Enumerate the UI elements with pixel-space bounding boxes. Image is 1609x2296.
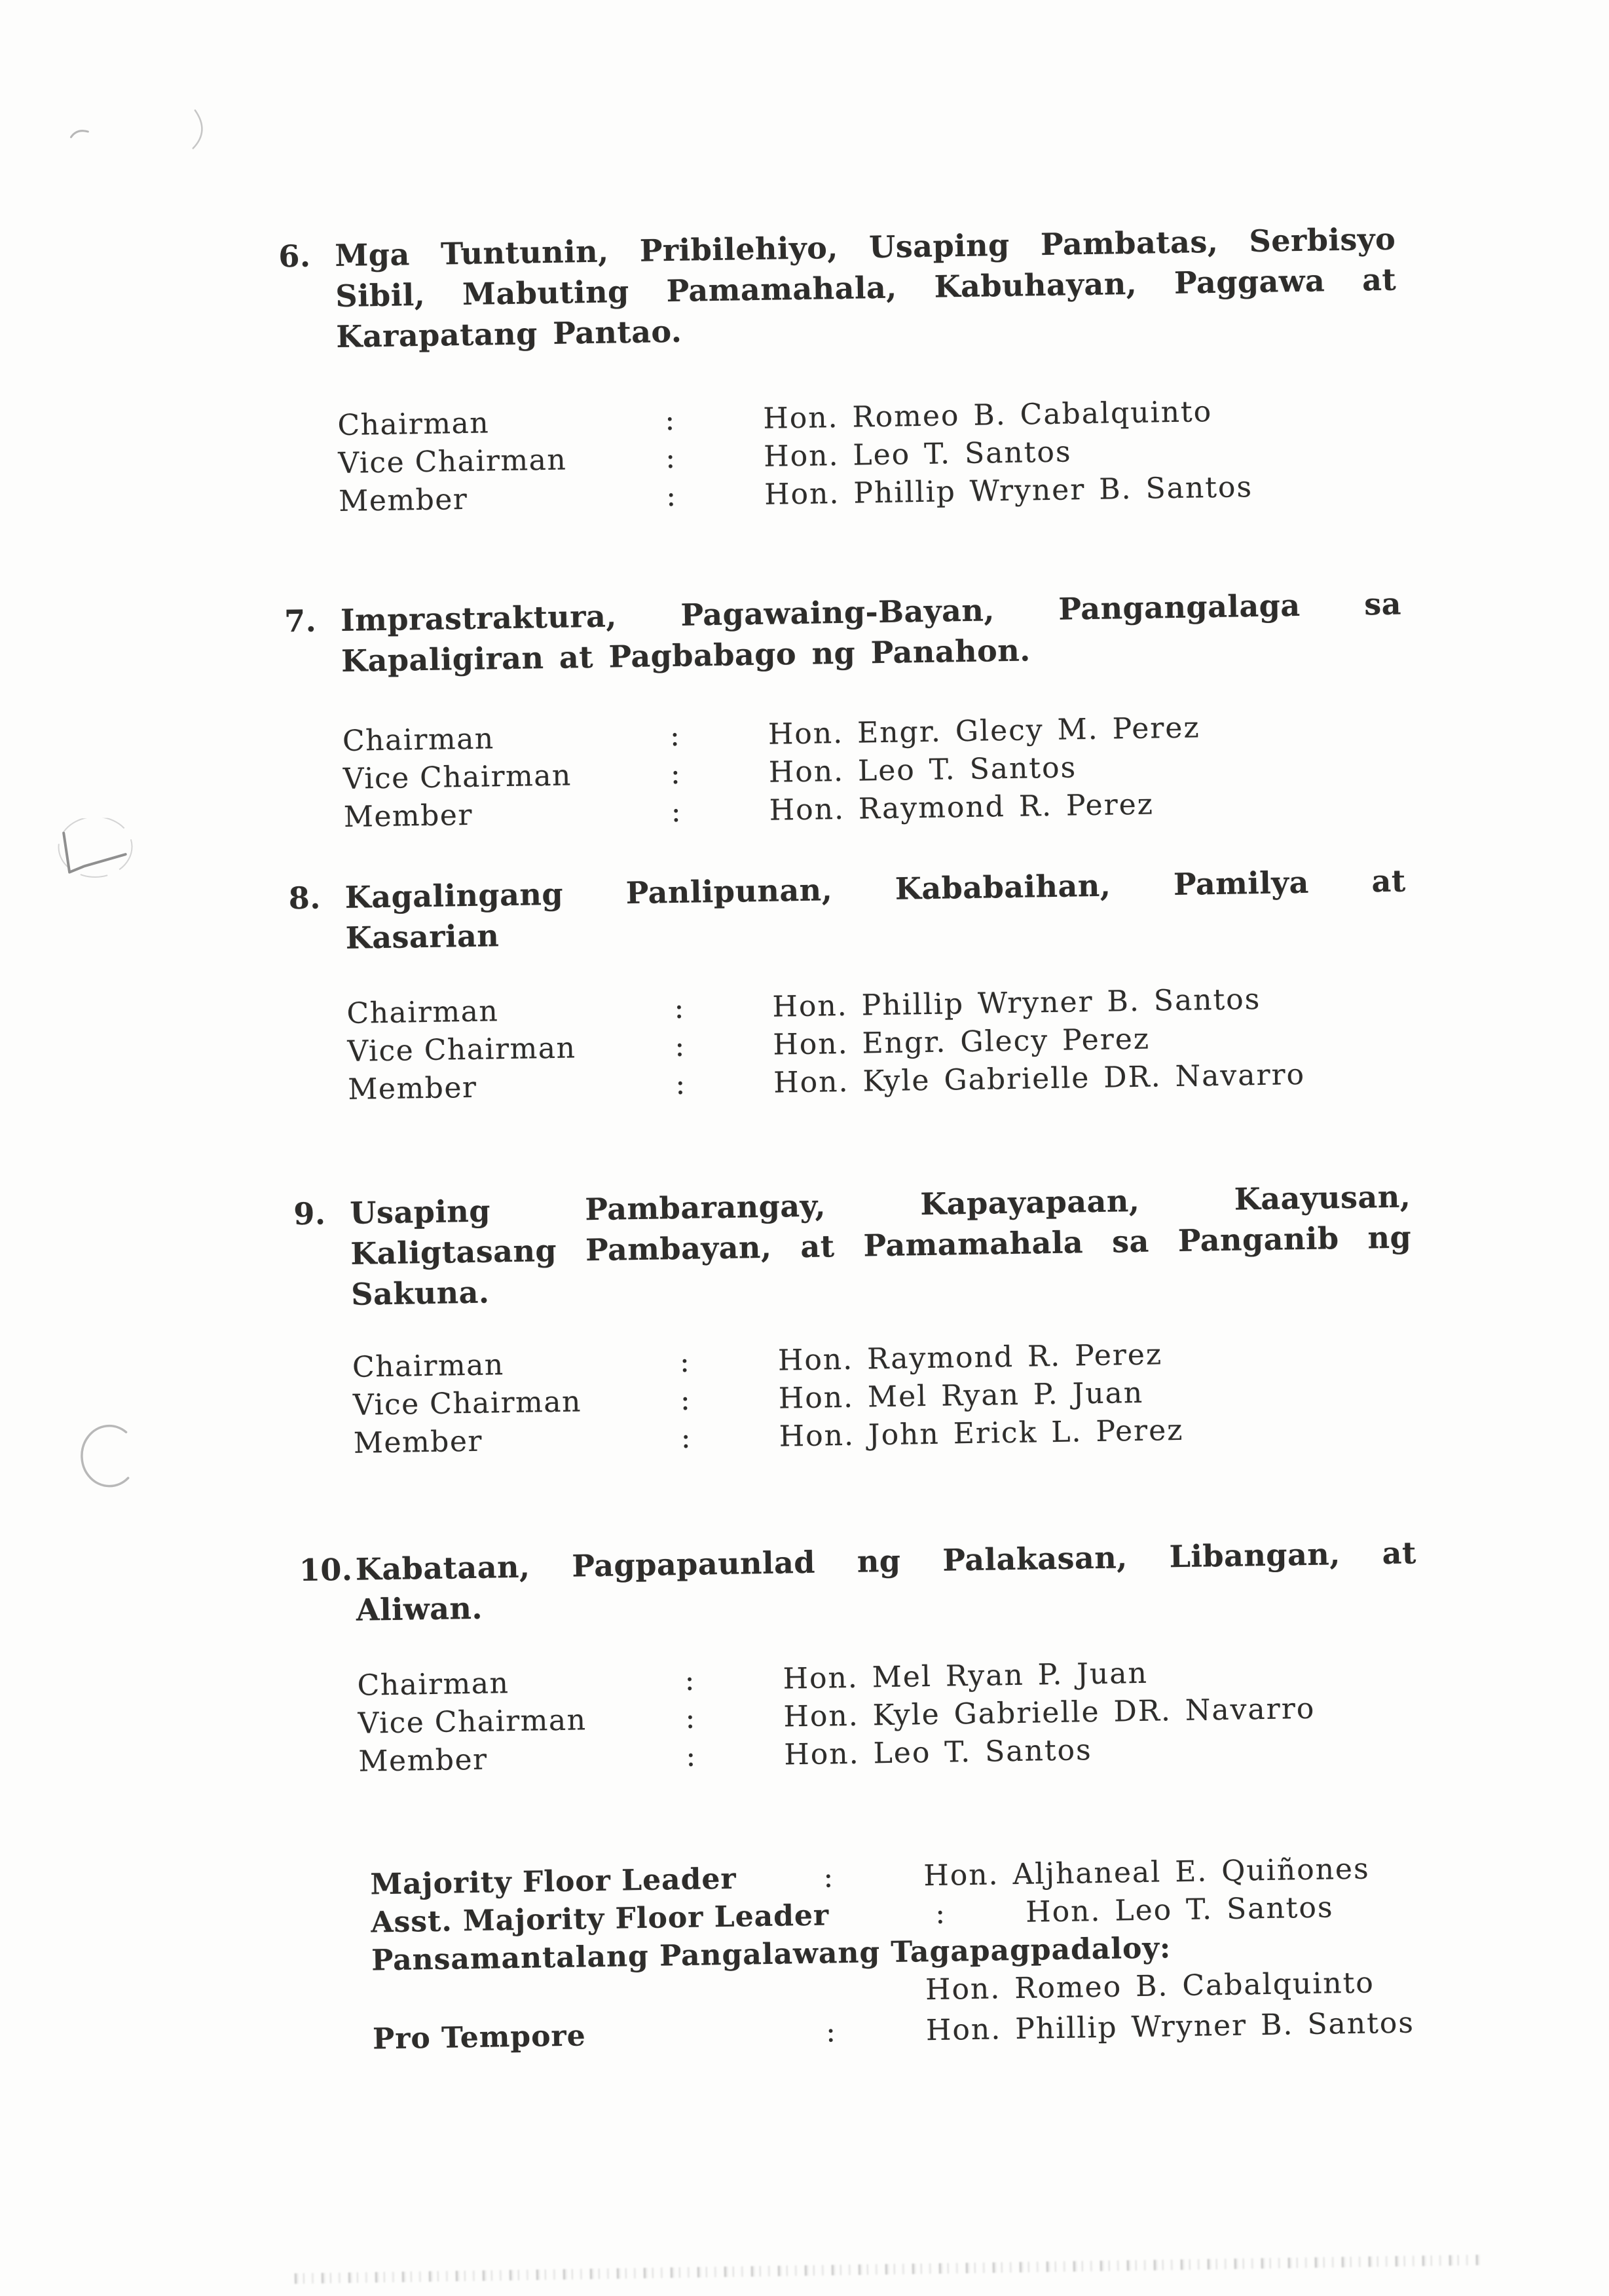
role-separator: :: [675, 1029, 685, 1064]
role-separator: :: [680, 1383, 691, 1417]
role-separator: :: [674, 991, 684, 1026]
pen-mark-circle: [73, 1419, 143, 1496]
leadership-name: Hon. Romeo B. Cabalquinto: [925, 1966, 1375, 2007]
role-separator: :: [680, 1421, 692, 1455]
role-separator: :: [670, 757, 681, 791]
role-label: Member: [353, 1424, 483, 1460]
role-name: Hon. Mel Ryan P. Juan: [778, 1376, 1144, 1416]
role-name: Hon. Kyle Gabrielle DR. Navarro: [783, 1691, 1316, 1734]
role-separator: :: [665, 441, 676, 476]
role-label: Vice Chairman: [358, 1703, 587, 1741]
role-label: Vice Chairman: [337, 443, 567, 481]
role-name: Hon. Leo T. Santos: [768, 751, 1077, 789]
role-label: Vice Chairman: [347, 1031, 576, 1068]
title-line: Imprastraktura, Pagawaing-Bayan, Pangangalaga sa: [340, 586, 1402, 638]
role-label: Member: [338, 482, 468, 518]
role-separator: :: [671, 795, 682, 829]
title-line: Mga Tuntunin, Pribilehiyo, Usaping Pambatas, Serbisyo: [334, 221, 1396, 274]
role-name: Hon. Engr. Glecy Perez: [773, 1022, 1151, 1062]
committee-6: [278, 219, 1397, 358]
leadership-separator: :: [823, 1860, 834, 1894]
title-line: Kapaligiran at Pagbabago ng Panahon.: [341, 632, 1031, 679]
title-line: Karapatang Pantao.: [335, 313, 682, 355]
leadership-name: Hon. Aljhaneal E. Quiñones: [923, 1852, 1370, 1893]
role-label: Member: [358, 1742, 488, 1778]
committee-title: [355, 1532, 1417, 1630]
role-name: Hon. Phillip Wryner B. Santos: [764, 470, 1253, 512]
committee-10: [299, 1532, 1417, 1631]
title-line: Sibil, Mabuting Pamamahala, Kabuhayan, Paggawa at: [335, 261, 1397, 314]
title-line: Sakuna.: [350, 1274, 490, 1312]
role-label: Chairman: [342, 722, 495, 758]
role-name: Hon. Leo T. Santos: [784, 1733, 1093, 1772]
committee-10-roles: [357, 1650, 1433, 1781]
role-name: Hon. John Erick L. Perez: [779, 1413, 1184, 1454]
role-name: Hon. Romeo B. Cabalquinto: [762, 395, 1213, 436]
role-separator: :: [679, 1345, 690, 1379]
role-separator: :: [684, 1663, 695, 1697]
role-name: Hon. Leo T. Santos: [763, 435, 1072, 474]
role-label: Member: [347, 1070, 477, 1106]
committee-8: [288, 860, 1407, 959]
committee-7: [284, 584, 1403, 683]
committee-title: [350, 1176, 1413, 1314]
committee-number: 8.: [288, 880, 322, 916]
committee-title: [344, 860, 1407, 958]
role-label: Vice Chairman: [342, 759, 572, 796]
role-separator: :: [665, 479, 676, 514]
role-separator: :: [665, 403, 675, 438]
role-name: Hon. Phillip Wryner B. Santos: [772, 982, 1261, 1024]
role-label: Chairman: [357, 1666, 509, 1703]
role-separator: :: [686, 1739, 696, 1773]
title-line: Kasarian: [345, 918, 500, 956]
role-separator: :: [675, 1067, 686, 1102]
role-separator: :: [685, 1701, 695, 1735]
committee-8-roles: [346, 978, 1422, 1109]
leadership-name: Hon. Phillip Wryner B. Santos: [925, 2006, 1415, 2048]
leadership-name: Hon. Leo T. Santos: [1025, 1891, 1334, 1929]
role-name: Hon. Mel Ryan P. Juan: [783, 1656, 1149, 1696]
role-name: Hon. Raymond R. Perez: [777, 1338, 1163, 1378]
title-line: Kagalingang Panlipunan, Kababaihan, Pamilya at: [344, 863, 1407, 915]
committee-number: 6.: [278, 238, 311, 274]
pen-mark-top-left: [63, 111, 122, 151]
leadership-label: Pro Tempore: [372, 2019, 587, 2056]
title-line: Usaping Pambarangay, Kapayapaan, Kaayusan,: [349, 1178, 1411, 1231]
leadership-label: Asst. Majority Floor Leader: [370, 1898, 830, 1940]
leadership-label: Pansamantalang Pangalawang Tagapagpadaloy:: [371, 1931, 1172, 1978]
committee-9-roles: [352, 1332, 1428, 1463]
scanner-noise-band: [295, 2255, 1480, 2284]
pen-mark-check: [48, 818, 147, 901]
role-name: Hon. Kyle Gabrielle DR. Navarro: [773, 1057, 1306, 1100]
leadership-label: Majority Floor Leader: [370, 1862, 737, 1902]
leadership-separator: :: [934, 1896, 946, 1930]
title-line: Kabataan, Pagpapaunlad ng Palakasan, Libangan, at: [355, 1535, 1417, 1587]
committee-6-roles: [337, 390, 1413, 521]
role-label: Chairman: [352, 1348, 505, 1384]
role-name: Hon. Raymond R. Perez: [769, 787, 1155, 827]
committee-number: 10.: [299, 1551, 353, 1589]
leadership-separator: :: [825, 2015, 836, 2049]
committee-number: 9.: [293, 1195, 326, 1232]
role-label: Member: [343, 798, 473, 834]
committee-title: [335, 219, 1397, 357]
committee-title: [341, 584, 1403, 681]
role-separator: :: [669, 719, 680, 753]
committee-number: 7.: [284, 603, 317, 639]
role-label: Vice Chairman: [352, 1385, 582, 1422]
pen-mark-top-left-2: [157, 102, 217, 175]
role-name: Hon. Engr. Glecy M. Perez: [768, 711, 1200, 751]
title-line: Kaligtasang Pambayan, at Pamamahala sa Panganib ng: [350, 1219, 1412, 1271]
role-label: Chairman: [337, 406, 490, 443]
title-line: Aliwan.: [356, 1590, 483, 1628]
role-label: Chairman: [346, 994, 499, 1030]
committee-9: [293, 1176, 1413, 1315]
committee-7-roles: [342, 706, 1418, 837]
